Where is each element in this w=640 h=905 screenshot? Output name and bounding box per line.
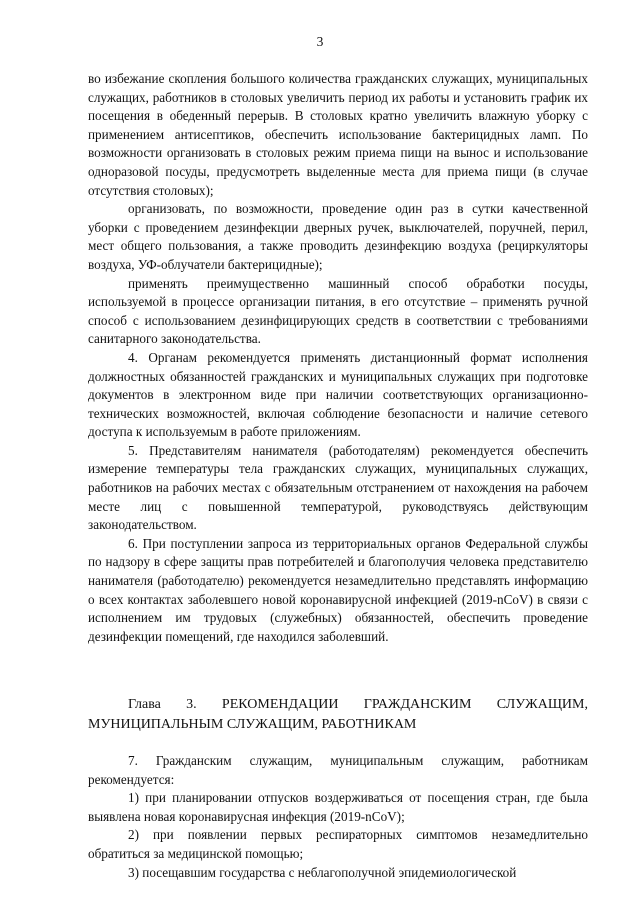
page-number: 3 <box>316 34 324 49</box>
paragraph-dishwashing: применять преимущественно машинный способ обработки посуды, используемой в процессе организации питания, в его отсутствие – применять ручной способ с использованием дезинфицирующих средств в соответствии с требованиями санитарного законодательства. <box>88 275 588 347</box>
paragraph-6-contacts: 6. При поступлении запроса из территориальных органов Федеральной службы по надзору в сфере защиты прав потребителей и благополучия человека представителю нанимателя (работодателю) рекомендуется незамедлительно представлять информацию о всех контактах заболевшего новой коронавирусной инфекцией (2019-nCoV) в связи с исполнением им трудовых (служебных) обязанностей, обеспечить проведение дезинфекции помещений, где находился заболевший. <box>88 535 588 644</box>
recommendation-item: 2) при появлении первых респираторных симптомов незамедлительно обратиться за медицинской помощью; <box>88 827 588 861</box>
body-text-block <box>88 70 588 646</box>
paragraph-canteen-measures: во избежание скопления большого количества гражданских служащих, муниципальных служащих, работников в столовых увеличить период их работы и установить график их посещения в обеденный перерыв. В столовых кратно увеличить влажную уборку с применением антисептиков, обеспечить использование бактерицидных ламп. По возможности организовать в столовых режим приема пищи на вынос и использование одноразовой посуды, предусмотреть выделенные места для приема пищи (в случае отсутствия столовых); <box>88 71 588 198</box>
paragraph-cleaning: организовать, по возможности, проведение один раз в сутки качественной уборки с проведением дезинфекции дверных ручек, выключателей, поручней, перил, мест общего пользования, а также проводить дезинфекцию воздуха (рециркуляторы воздуха, УФ-облучатели бактерицидные); <box>88 201 588 272</box>
paragraph-5-temperature: 5. Представителям нанимателя (работодателям) рекомендуется обеспечить измерение температуры тела гражданских служащих, муниципальных служащих, работников на рабочих местах с обязательным отстранением от нахождения на рабочем месте лиц с повышенной температурой, руководствуясь действующим законодательством. <box>88 442 588 533</box>
recommendation-item: 3) посещавшим государства с неблагополучной эпидемиологической <box>128 864 517 880</box>
section-7-block <box>88 752 588 882</box>
paragraph-4-remote-work: 4. Органам рекомендуется применять дистанционный формат исполнения должностных обязанностей гражданских и муниципальных служащих при подготовке документов в электронном виде при наличии соответствующих организационно-технических возможностей, включая соблюдение безопасности и наличие сетевого доступа к используемым в работе приложениям. <box>88 349 588 440</box>
recommendation-item: 1) при планировании отпусков воздерживаться от посещения стран, где была выявлена новая коронавирусная инфекция (2019-nCoV); <box>88 790 588 824</box>
chapter-heading: Глава 3. РЕКОМЕНДАЦИИ ГРАЖДАНСКИМ СЛУЖАЩИМ, МУНИЦИПАЛЬНЫМ СЛУЖАЩИМ, РАБОТНИКАМ <box>88 697 588 732</box>
paragraph-7-intro: 7. Гражданским служащим, муниципальным служащим, работникам рекомендуется: <box>88 753 588 787</box>
